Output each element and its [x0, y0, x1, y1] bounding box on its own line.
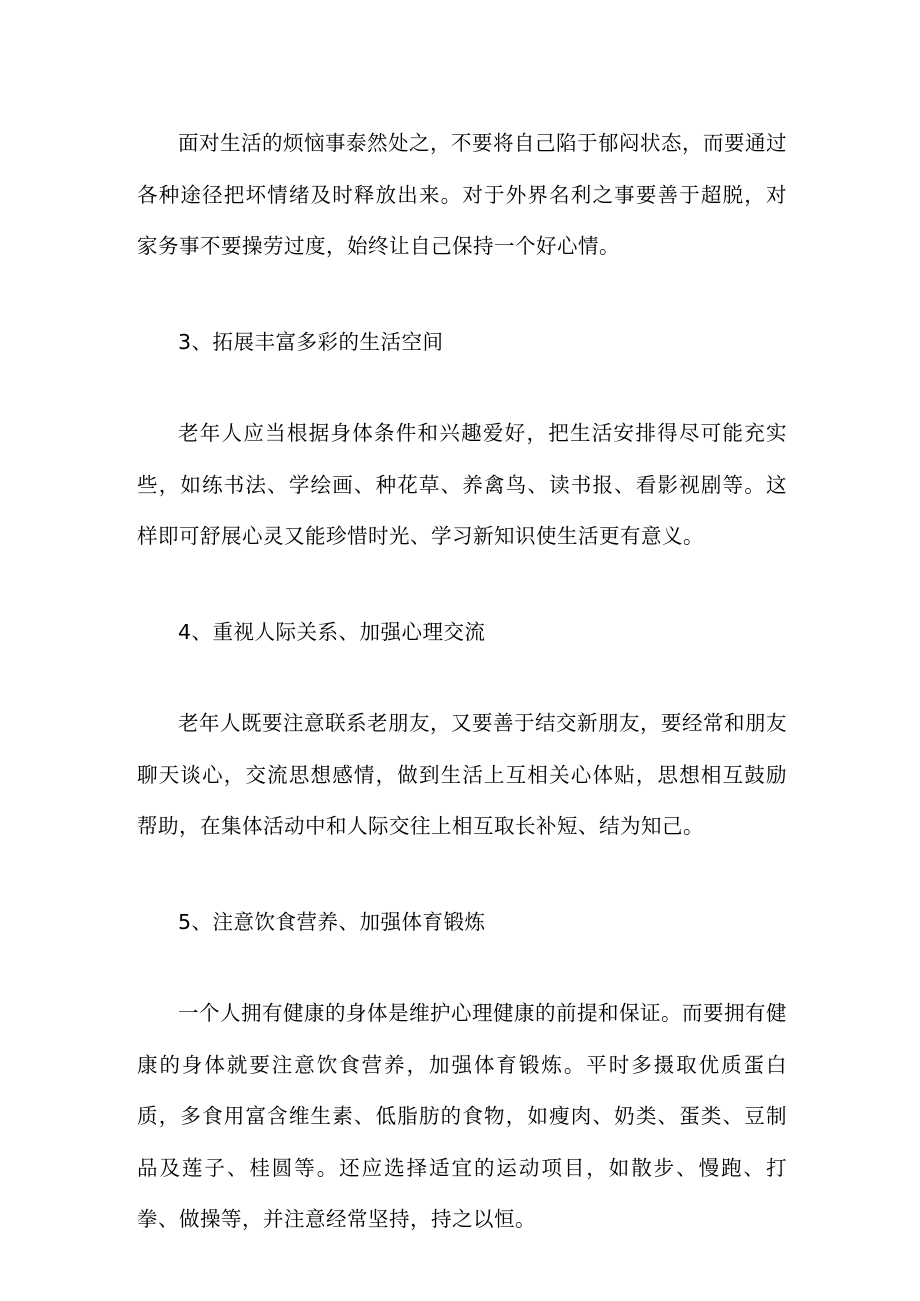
spacer [137, 853, 787, 897]
spacer [137, 368, 787, 408]
spacer [137, 273, 787, 317]
paragraph-emotion-release: 面对生活的烦恼事泰然处之，不要将自己陷于郁闷状态，而要通过各种途径把坏情绪及时释放出来。对于外界名利之事要善于超脱，对家务事不要操劳过度，始终让自己保持一个好心情。 [137, 131, 787, 258]
spacer [137, 563, 787, 607]
heading-section-5: 5、注意饮食营养、加强体育锻炼 [178, 909, 486, 934]
paragraph-social-relations: 老年人既要注意联系老朋友，又要善于结交新朋友，要经常和朋友聊天谈心，交流思想感情，做到生活上互相关心体贴，思想相互鼓励帮助，在集体活动中和人际交往上相互取长补短、结为知己。 [137, 711, 787, 838]
spacer [137, 948, 787, 988]
paragraph-life-space: 老年人应当根据身体条件和兴趣爱好，把生活安排得尽可能充实些，如练书法、学绘画、种花草、养禽鸟、读书报、看影视剧等。这样即可舒展心灵又能珍惜时光、学习新知识使生活更有意义。 [137, 421, 787, 548]
spacer [137, 658, 787, 698]
paragraph-diet-exercise: 一个人拥有健康的身体是维护心理健康的前提和保证。而要拥有健康的身体就要注意饮食营养，加强体育锻炼。平时多摄取优质蛋白质，多食用富含维生素、低脂肪的食物，如瘦肉、奶类、蛋类、豆制品及莲子、桂圆等。还应选择适宜的运动项目，如散步、慢跑、打拳、做操等，并注意经常坚持，持之以恒。 [137, 1001, 787, 1231]
heading-section-4: 4、重视人际关系、加强心理交流 [178, 619, 486, 644]
heading-section-3: 3、拓展丰富多彩的生活空间 [178, 329, 444, 354]
document-page [137, 118, 787, 1246]
